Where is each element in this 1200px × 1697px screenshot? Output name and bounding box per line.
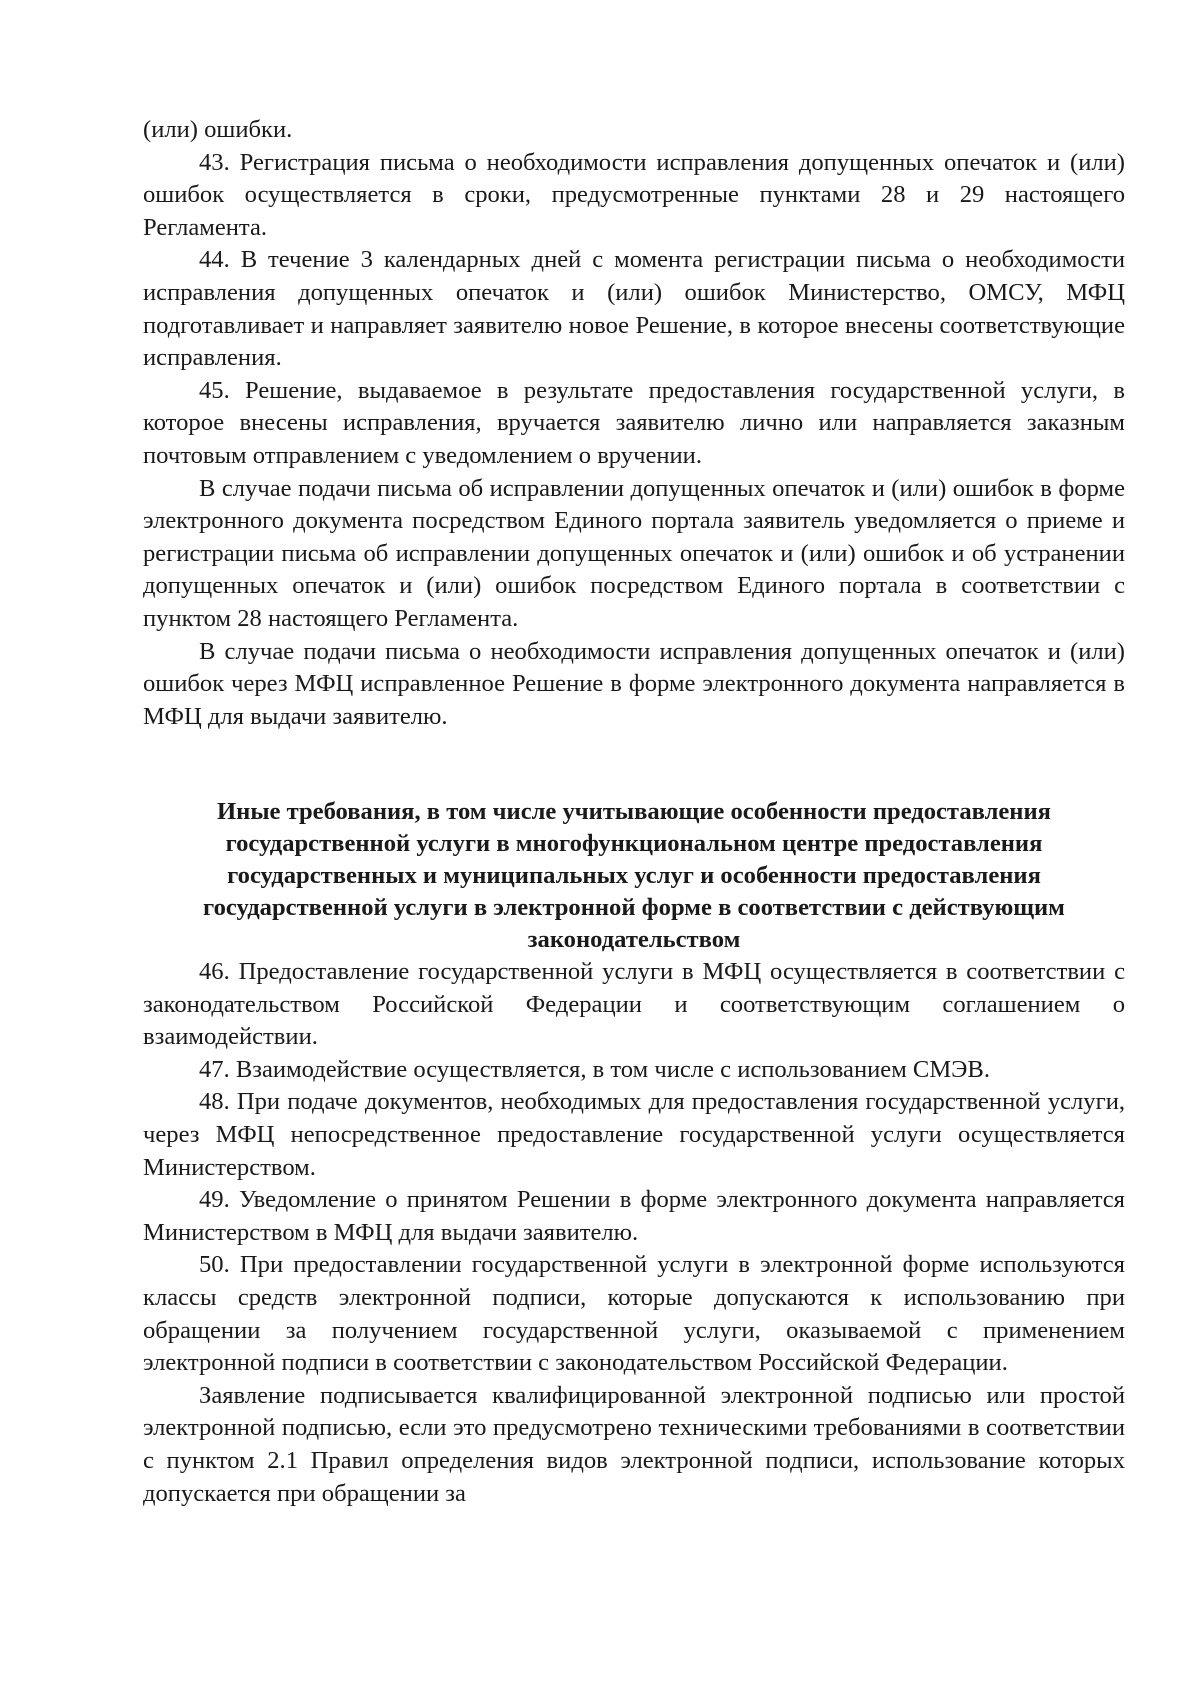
paragraph-45: 45. Решение, выдаваемое в результате предоставления государственной услуги, в которое внесены исправления, вручается заявителю лично или направляется заказным почтовым отправлением с уведомлением о вручении. bbox=[143, 376, 1125, 469]
paragraph-45-mfc: В случае подачи письма о необходимости исправления допущенных опечаток и (или) ошибок через МФЦ исправленное Решение в форме электронного документа направляется в МФЦ для выдачи заявителю. bbox=[143, 637, 1125, 730]
paragraph-43: 43. Регистрация письма о необходимости исправления допущенных опечаток и (или) ошибок осуществляется в сроки, предусмотренные пунктами 28 и 29 настоящего Регламента. bbox=[143, 148, 1125, 241]
text-block-bottom bbox=[143, 956, 1125, 1510]
paragraph-continuation: (или) ошибки. bbox=[143, 116, 293, 143]
paragraph-45-electronic: В случае подачи письма об исправлении допущенных опечаток и (или) ошибок в форме электронного документа посредством Единого портала заявитель уведомляется о приеме и регистрации письма об исправлении допущенных опечаток и (или) ошибок и об устранении допущенных опечаток и (или) ошибок посредством Единого портала в соответствии с пунктом 28 настоящего Регламента. bbox=[143, 474, 1125, 632]
text-block-top bbox=[143, 114, 1125, 733]
paragraph-49: 49. Уведомление о принятом Решении в форме электронного документа направляется Министерством в МФЦ для выдачи заявителю. bbox=[143, 1186, 1125, 1246]
paragraph-48: 48. При подаче документов, необходимых для предоставления государственной услуги, через МФЦ непосредственное предоставление государственной услуги осуществляется Министерством. bbox=[143, 1088, 1125, 1181]
paragraph-50: 50. При предоставлении государственной услуги в электронной форме используются классы средств электронной подписи, которые допускаются к использованию при обращении за получением государственной услуги, оказываемой с применением электронной подписи в соответствии с законодательством Российской Федерации. bbox=[143, 1251, 1125, 1377]
paragraph-46: 46. Предоставление государственной услуги в МФЦ осуществляется в соответствии с законодательством Российской Федерации и соответствующим соглашением о взаимодействии. bbox=[143, 958, 1125, 1051]
paragraph-47: 47. Взаимодействие осуществляется, в том числе с использованием СМЭВ. bbox=[199, 1055, 990, 1083]
paragraph-50-signature: Заявление подписывается квалифицированной электронной подписью или простой электронной подписью, если это предусмотрено техническими требованиями в соответствии с пунктом 2.1 Правил определения видов электронной подписи, использование которых допускается при обращении за bbox=[143, 1381, 1125, 1507]
section-heading: Иные требования, в том числе учитывающие особенности предоставления государственной услуги в многофункциональном центре предоставления государственных и муниципальных услуг и особенности предоставления государственной услуги в электронной форме в соответствии с действующим законодательством bbox=[203, 798, 1065, 953]
paragraph-44: 44. В течение 3 календарных дней с момента регистрации письма о необходимости исправления допущенных опечаток и (или) ошибок Министерство, ОМСУ, МФЦ подготавливает и направляет заявителю новое Решение, в которое внесены соответствующие исправления. bbox=[143, 246, 1125, 372]
